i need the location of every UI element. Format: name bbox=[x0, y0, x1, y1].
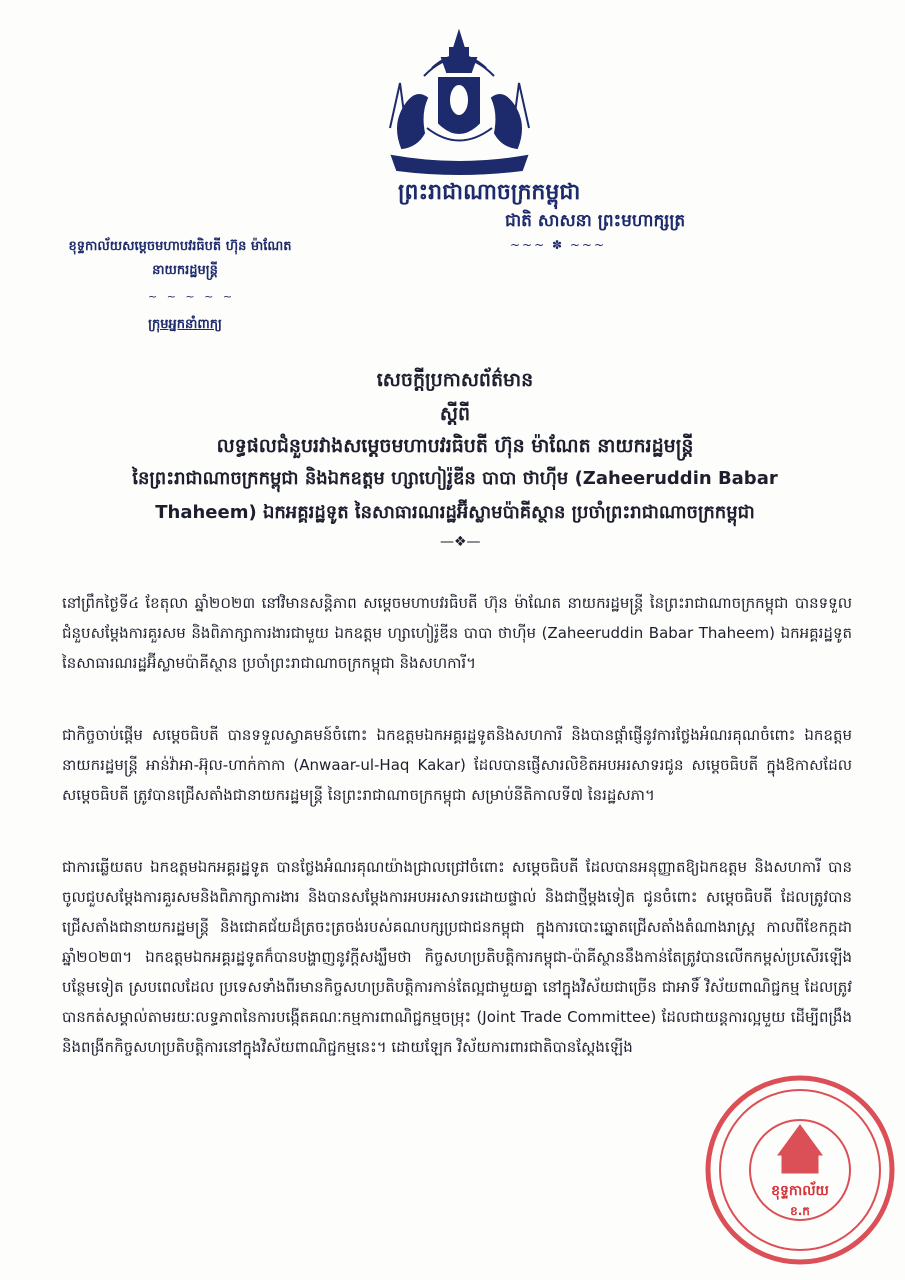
kingdom-title: ព្រះរាជាណាចក្រកម្ពុជា bbox=[398, 180, 581, 205]
issuing-office-title: នាយករដ្ឋមន្ត្រី bbox=[152, 263, 218, 278]
body-paragraph-3: ជាការឆ្លើយតប ឯកឧត្ដមឯកអគ្គរដ្ឋទូត បានថ្លែងអំណរគុណយ៉ាងជ្រាលជ្រៅចំពោះ សម្ដេចធិបតី ដែលបានអនុញ្ញាតឱ្យឯកឧត្ដម និងសហការី បានចូលជួបសម្ដែងការគួរសមនិងពិភាក្សាការងារ និងបានសម្ដែងការអបអរសាទរដោយផ្ទាល់ និងជាថ្មីម្ដងទៀត ជូនចំពោះ សម្ដេចធិបតី ដែលត្រូវបានជ្រើសតាំងជានាយករដ្ឋមន្ត្រី និងជោគជ័យដ៏ត្រចះត្រចង់របស់គណបក្សប្រជាជនកម្ពុជា ក្នុងការបោះឆ្នោតជ្រើសតាំងតំណាងរាស្ត្រ កាលពីខែកក្កដា ឆ្នាំ២០២៣។ ឯកឧត្ដមឯកអគ្គរដ្ឋទូតក៏បានបង្ហាញនូវក្ដីសង្ឃឹមថា កិច្ចសហប្រតិបត្តិការកម្ពុជា-ប៉ាគីស្ថាននឹងកាន់តែត្រូវបានលើកកម្ពស់ប្រសើរឡើងបន្ថែមទៀត ស្របពេលដែល ប្រទេសទាំងពីរមានកិច្ចសហប្រតិបត្តិការកាន់តែល្អជាមួយគ្នា នៅក្នុងវិស័យជាច្រើន ជាអាទិ៍ វិស័យពាណិជ្ជកម្ម ដែលត្រូវបានកត់សម្គាល់តាមរយៈលទ្ធភាពនៃការបង្កើតគណៈកម្មការពាណិជ្ជកម្មចម្រុះ (Joint Trade Committee) ដែលជាយន្តការល្អមួយ ដើម្បីពង្រឹង និងពង្រីកកិច្ចសហប្រតិបត្តិការនៅក្នុងវិស័យពាណិជ្ជកម្មនេះ។ ដោយឡែក វិស័យការពារជាតិបានស្ដែងឡើង bbox=[62, 858, 852, 1056]
issuing-office: ខុទ្ទកាល័យសម្ដេចមហាបវរធិបតី ហ៊ុន ម៉ាណែត bbox=[68, 239, 292, 254]
spokesperson-unit: ក្រុមអ្នកនាំពាក្យ bbox=[148, 317, 222, 332]
press-release-title: សេចក្ដីប្រកាសព័ត៌មាន bbox=[376, 369, 534, 391]
body-paragraph-2: ជាកិច្ចចាប់ផ្ដើម សម្ដេចធិបតី បានទទួលស្វាគមន៍ចំពោះ ឯកឧត្ដមឯកអគ្គរដ្ឋទូតនិងសហការី និងបានផ្ដាំផ្ញើនូវការថ្លែងអំណរគុណចំពោះ ឯកឧត្ដមនាយករដ្ឋមន្ត្រី អាន់វ៉ាអា-អ៊ុល-ហាក់កាកា (Anwaar-ul-Haq Kakar) ដែលបានផ្ញើសារលិខិតអបអរសាទរជូន សម្ដេចធិបតី ក្នុងឱកាសដែល សម្ដេចធិបតី ត្រូវបានជ្រើសតាំងជានាយករដ្ឋមន្ត្រី នៃព្រះរាជាណាចក្រកម្ពុជា សម្រាប់នីតិកាលទី៧ នៃរដ្ឋសភា។ bbox=[62, 726, 852, 804]
seal-number: ខ.ក bbox=[790, 1204, 810, 1218]
coat-of-arms-icon bbox=[372, 28, 547, 178]
motto-ornament: ~~~ ✽ ~~~ bbox=[510, 238, 607, 252]
title-subject-line-2: នៃព្រះរាជាណាចក្រកម្ពុជា និងឯកឧត្ដម ហ្សាហៀរ៉ូឌីន បាបា ថាហ៊ីម (Zaheeruddin Babar bbox=[132, 468, 778, 489]
title-subject-label: ស្ដីពី bbox=[439, 403, 471, 425]
office-ornament: ~ ~ ~ ~ ~ bbox=[148, 290, 236, 303]
national-motto: ជាតិ សាសនា ព្រះមហាក្សត្រ bbox=[505, 211, 686, 231]
body-paragraph-1: នៅព្រឹកថ្ងៃទី៤ ខែតុលា ឆ្នាំ២០២៣ នៅវិមានសន្តិភាព សម្ដេចមហាបវរធិបតី ហ៊ុន ម៉ាណែត នាយករដ្ឋមន្ត្រី នៃព្រះរាជាណាចក្រកម្ពុជា បានទទួលជំនួបសម្ដែងការគួរសម និងពិភាក្សាការងារជាមួយ ឯកឧត្ដម ហ្សាហៀរ៉ូឌីន បាបា ថាហ៊ីម (Zaheeruddin Babar Thaheem) ឯកអគ្គរដ្ឋទូត នៃសាធារណរដ្ឋអ៊ីស្លាមប៉ាគីស្ថាន ប្រចាំព្រះរាជាណាចក្រកម្ពុជា និងសហការី។ bbox=[62, 594, 852, 672]
title-subject-line-1: លទ្ធផលជំនួបរវាងសម្ដេចមហាបវរធិបតី ហ៊ុន ម៉ាណែត នាយករដ្ឋមន្ត្រី bbox=[216, 435, 694, 457]
seal-text: ខុទ្ទកាល័យ bbox=[771, 1183, 829, 1199]
official-seal-icon bbox=[700, 1070, 900, 1270]
title-subject-line-3: Thaheem) ឯកអគ្គរដ្ឋទូត នៃសាធារណរដ្ឋអ៊ីស្លាមប៉ាគីស្ថាន ប្រចាំព្រះរាជាណាចក្រកម្ពុជា bbox=[155, 502, 755, 523]
title-ornament: —❖— bbox=[440, 534, 481, 550]
